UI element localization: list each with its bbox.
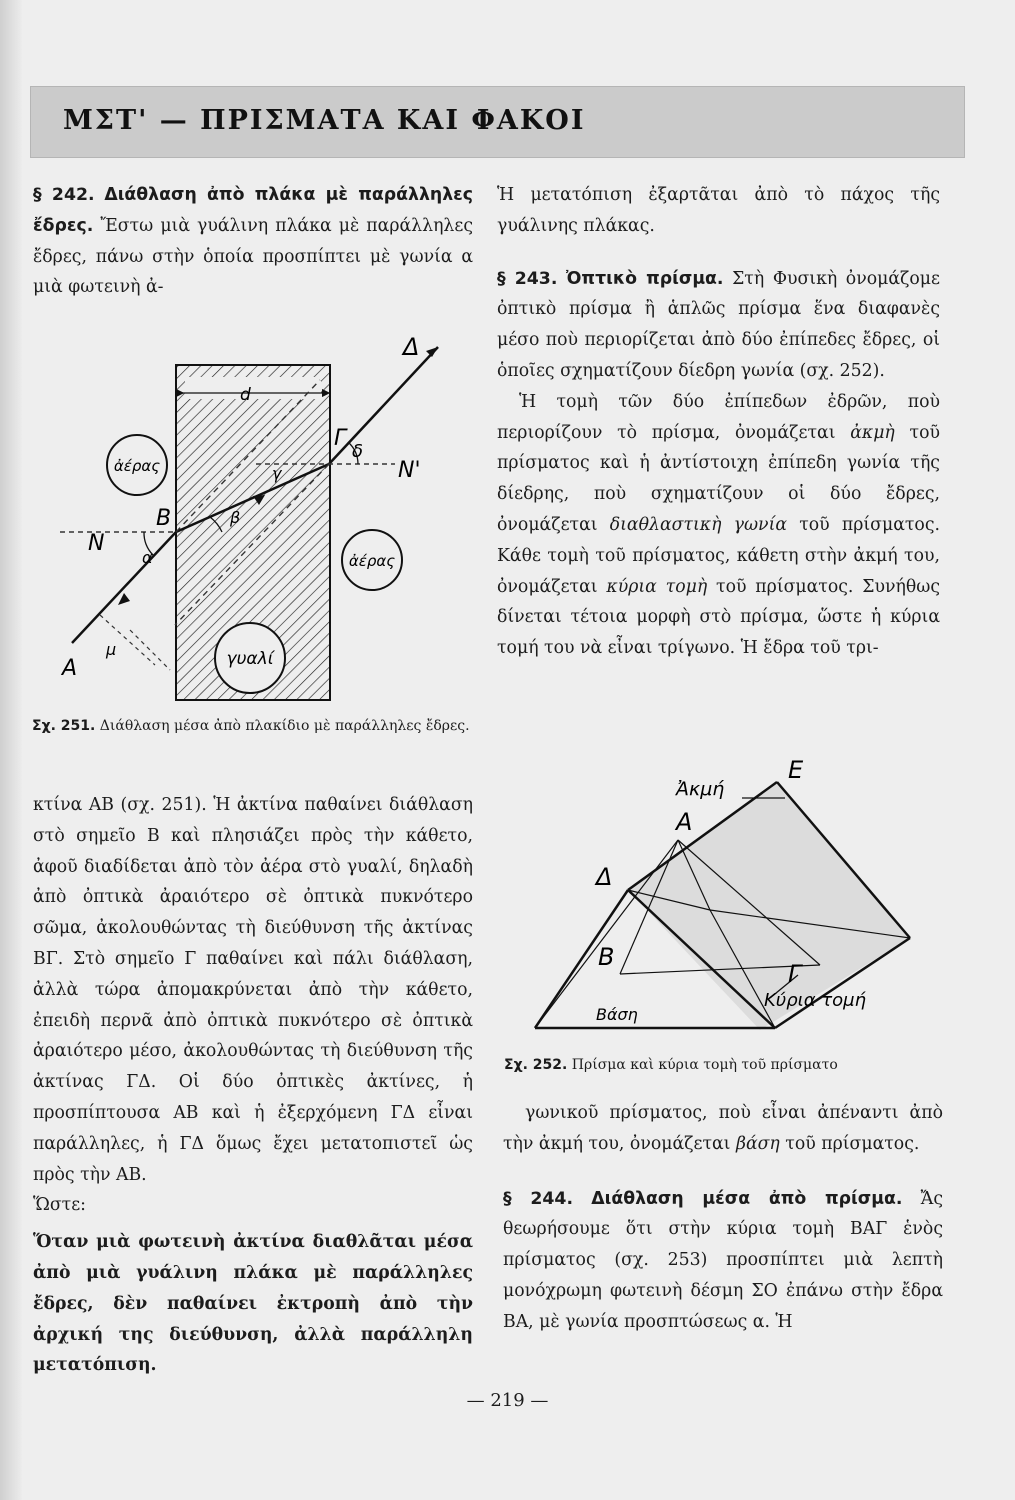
section-242-paragraph	[33, 180, 473, 303]
fig251-label-n: N	[88, 531, 105, 556]
section-243-paragraph-2	[497, 387, 940, 664]
displacement-text: Ἡ μετατόπιση ἐξαρτᾶται ἀπὸ τὸ πάχος τῆς γυάλινης πλάκας.	[497, 185, 940, 236]
section-244-text: Ἄς θεωρήσουμε ὅτι στὴν κύρια τομὴ ΒΑΓ ἑνὸς πρίσματος (σχ. 253) προσπίπτει μιὰ λεπτὴ μονόχρωμη φωτεινὴ δέσμη ΣΟ ἐπάνω στὴν ἔδρα ΒΑ, μὲ γωνία προσπτώσεως α. Ἡ	[503, 1188, 944, 1332]
section-242-number: § 242.	[33, 185, 95, 205]
section-243-title: Ὀπτικὸ πρίσμα.	[566, 268, 724, 289]
section-244-number: § 244.	[503, 1188, 574, 1209]
base-definition-end: τοῦ πρίσματος.	[785, 1133, 920, 1154]
fig251-label-gamma: γ	[272, 464, 282, 483]
fig252-label-edge: Ἀκμή	[676, 778, 725, 800]
figure-251-caption-number: Σχ. 251.	[32, 718, 96, 734]
page-number: — 219 —	[466, 1390, 549, 1411]
fig251-label-mu: μ	[106, 640, 117, 659]
fig251-label-n-prime: N'	[398, 458, 421, 483]
figure-251	[60, 325, 460, 710]
section-242-text: Ἔστω μιὰ γυάλινη πλάκα μὲ παράλληλες ἔδρες, πάνω στὴν ὁποία προσπίπτει μὲ γωνία α μιὰ φωτεινὴ ἀ-	[33, 215, 474, 298]
section-243-text-2c: τοῦ πρίσματος. Κάθε τομὴ τοῦ πρίσματος, κάθετη στὴν ἀκμή του, ὀνομάζεται	[497, 514, 941, 597]
fig251-label-beta: β	[230, 508, 241, 527]
fig251-label-air-1: ἀέρας	[113, 457, 161, 475]
so-text: Ὥστε:	[33, 1195, 86, 1216]
figure-251-caption	[32, 716, 477, 736]
section-243-text-2d: τοῦ πρίσματος. Συνήθως δίνεται τέτοια μορφὴ στὸ πρίσμα, ὥστε ἡ κύρια τομή του νὰ εἶναι τρίγωνο. Ἡ ἔδρα τοῦ τρι-	[497, 576, 940, 659]
fig252-label-b: B	[598, 943, 615, 971]
figure-252	[530, 750, 940, 1040]
fig251-label-a: A	[62, 656, 78, 681]
figure-251-caption-text: Διάθλαση μέσα ἀπὸ πλακίδιο μὲ παράλληλες ἔδρες.	[99, 718, 470, 734]
fig251-label-g: Γ	[334, 426, 347, 451]
base-definition-text: γωνικοῦ πρίσματος, ποὺ εἶναι ἀπέναντι ἀπὸ τὴν ἀκμή του, ὀνομάζεται	[503, 1103, 943, 1154]
base-definition-paragraph	[503, 1098, 943, 1160]
fig251-label-d-greek: Δ	[403, 333, 420, 361]
page-edge-shadow	[0, 0, 22, 1500]
term-base: βάση	[735, 1133, 780, 1154]
section-242-title: Διάθλαση ἀπὸ πλάκα μὲ παράλληλες ἔδρες.	[33, 185, 474, 236]
term-refracting-angle: διαθλαστικὴ γωνία	[609, 514, 788, 535]
fig252-label-g: Γ	[788, 960, 802, 988]
chapter-header	[30, 86, 965, 158]
fig251-label-air-2: ἀέρας	[348, 552, 396, 570]
fig252-label-a: A	[676, 808, 693, 836]
fig251-label-d: d	[240, 385, 251, 405]
continuation-text: κτίνα ΑΒ (σχ. 251). Ἡ ἀκτίνα παθαίνει διάθλαση στὸ σημεῖο Β καὶ πλησιάζει πρὸς τὴν κάθετο, ἀφοῦ διαδίδεται ἀπὸ τὸν ἀέρα στὸ γυαλί, δηλαδὴ ἀπὸ ὀπτικὰ ἀραιότερο σὲ ὀπτικὰ πυκνότερο σῶμα, ἀκολουθώντας τὴ διεύθυνση τῆς ἀκτίνας ΒΓ. Στὸ σημεῖο Γ παθαίνει καὶ πάλι διάθλαση, ἀλλὰ τώρα ἀπομακρύνεται ἀπὸ τὴν κάθετο, ἐπειδὴ περνᾶ ἀπὸ ὀπτικὰ πυκνότερο σὲ ὀπτικὰ ἀραιότερο μέσο, ἀκολουθώντας τὴ διεύθυνση τῆς ἀκτίνας ΓΔ. Οἱ δύο ὀπτικὲς ἀκτίνες, ἡ προσπίπτουσα ΑΒ καὶ ἡ ἐξερχόμενη ΓΔ εἶναι παράλληλες, ἡ ΓΔ ὅμως ἔχει μετατοπιστεῖ ὡς πρὸς τὴν ΑΒ.	[33, 795, 473, 1185]
section-243-number: § 243.	[497, 268, 558, 289]
fig252-label-d: Δ	[596, 863, 613, 891]
figure-252-caption-text: Πρίσμα καὶ κύρια τομὴ τοῦ πρίσματο	[571, 1057, 838, 1073]
section-243-text-2b: τοῦ πρίσματος καὶ ἡ ἀντίστοιχη ἐπίπεδη γωνία τῆς δίεδρης, ποὺ σχηματίζουν οἱ δύο ἔδρες, ὀνομάζεται	[497, 422, 940, 535]
right-column-bottom	[503, 1098, 943, 1338]
chapter-title: ΜΣΤ' — ΠΡΙΣΜΑΤΑ ΚΑΙ ΦΑΚΟΙ	[63, 105, 586, 136]
section-243-paragraph-1	[497, 264, 940, 387]
conclusion-text: Ὅταν μιὰ φωτεινὴ ἀκτίνα διαθλᾶται μέσα ἀπὸ μιὰ γυάλινη πλάκα μὲ παράλληλες ἔδρες, δὲν παθαίνει ἐκτροπὴ ἀπὸ τὴν ἀρχική της διεύθυνση, ἀλλὰ παράλληλη μετατόπιση.	[33, 1232, 473, 1376]
section-243-text-2a: Ἡ τομὴ τῶν δύο ἐπίπεδων ἐδρῶν, ποὺ περιορίζουν τὸ πρίσμα, ὀνομάζεται	[497, 391, 940, 443]
fig252-label-base: Βάση	[596, 1005, 638, 1024]
term-principal-section: κύρια τομὴ	[606, 576, 708, 597]
fig251-label-alpha: α	[142, 548, 153, 567]
section-244-title: Διάθλαση μέσα ἀπὸ πρίσμα.	[591, 1188, 903, 1209]
figure-252-caption-number: Σχ. 252.	[504, 1057, 568, 1073]
fig251-label-b: B	[156, 506, 172, 531]
section-242	[33, 180, 473, 303]
right-column-top	[497, 180, 940, 664]
term-edge: ἀκμὴ	[850, 422, 895, 443]
section-244-paragraph	[503, 1184, 943, 1338]
section-242-continuation	[33, 790, 473, 1381]
section-243-text-1: Στὴ Φυσικὴ ὀνομάζομε ὀπτικὸ πρίσμα ἢ ἁπλῶς πρίσμα ἕνα διαφανὲς μέσο ποὺ περιορίζεται ἀπὸ δύο ἐπίπεδες ἔδρες, οἱ ὁποῖες σχηματίζουν δίεδρη γωνία (σχ. 252).	[497, 268, 940, 381]
fig251-label-delta: δ	[352, 441, 364, 462]
fig252-label-principal-section: Κύρια τομή	[764, 990, 867, 1011]
fig251-label-glass: γυαλί	[226, 649, 274, 669]
fig252-label-e: E	[788, 756, 804, 784]
figure-252-caption	[504, 1055, 954, 1075]
